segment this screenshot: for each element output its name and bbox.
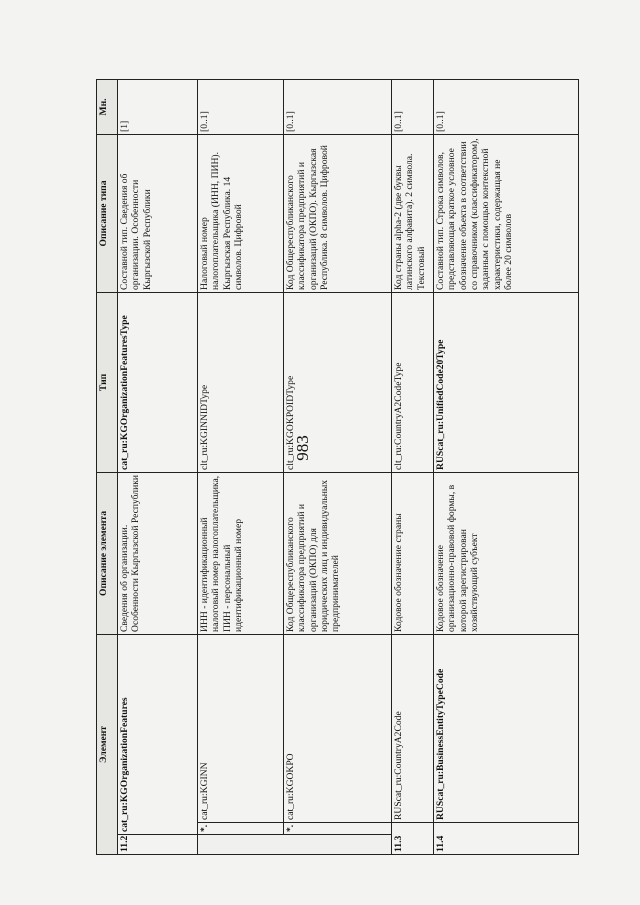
multiplicity: [0..1] <box>284 79 392 134</box>
header-element: Элемент <box>97 634 118 854</box>
element-description: Кодовое обозначение организационно-правовой формы, в которой зарегистрирован хозяйствующий субъект <box>434 472 579 634</box>
rotated-table-wrapper <box>96 80 514 855</box>
type-description: Составной тип. Строка символов, представляющая краткое условное обозначение объекта в соответствии со справочником (классификатором), заданным с помощью контекстной характеристики, содержащая не более 20 символов <box>434 134 579 292</box>
row-indent-cell <box>198 835 392 855</box>
table-row <box>392 79 434 854</box>
type-description: Налоговый номер налогоплательщика (ИНН, ПИН). Кыргызская Республика. 14 символов. Цифровой <box>198 134 284 292</box>
multiplicity: [0..1] <box>198 79 284 134</box>
type-name: clt_ru:CountryA2CodeType <box>392 292 434 472</box>
header-type: Тип <box>97 292 118 472</box>
table-row <box>198 79 284 854</box>
table-row <box>434 79 579 854</box>
multiplicity: [0..1] <box>434 79 579 134</box>
element-name: RUScat_ru:BusinessEntityTypeCode <box>434 634 579 822</box>
type-description: Составной тип. Сведения об организации. Особенности Кыргызской Республики <box>118 134 198 292</box>
element-description: Кодовое обозначение страны <box>392 472 434 634</box>
element-name: RUScat_ru:CountryA2Code <box>392 634 434 822</box>
row-number: 11.2 <box>118 835 198 855</box>
table-row <box>118 79 198 854</box>
header-row <box>97 79 118 854</box>
header-mult: Мн. <box>97 79 118 134</box>
header-type-desc: Описание типа <box>97 134 118 292</box>
type-name: RUScat_ru:UnifiedCode20Type <box>434 292 579 472</box>
element-description: ИНН - идентификационный налоговый номер налогоплательщика, ПИН - персональный идентификационный номер <box>198 472 284 634</box>
spec-table <box>96 79 579 855</box>
element-name: cat_ru:KGINN <box>198 634 284 822</box>
multiplicity: [0..1] <box>392 79 434 134</box>
element-description: Код Общереспубликанского классификатора предприятий и организаций (ОКПО) для юридических лиц и индивидуальных предпринимателей <box>284 472 392 634</box>
table-row <box>284 79 392 854</box>
page-number: 983 <box>292 435 312 461</box>
multiplicity: [1] <box>118 79 198 134</box>
type-description: Код Общереспубликанского классификатора предприятий и организаций (ОКПО). Кыргызская Республика. 8 символов. Цифровой <box>284 134 392 292</box>
element-name: cat_ru:KGOrganizationFeatures <box>118 634 198 834</box>
row-number: 11.4 <box>434 823 579 855</box>
type-name: clt_ru:KGINNIDType <box>198 292 284 472</box>
row-number: 11.3 <box>392 823 434 855</box>
row-number: *. <box>198 823 284 835</box>
header-element-desc: Описание элемента <box>97 472 118 634</box>
type-description: Код страны alpha-2 (две буквы латинского алфавита). 2 символа. Текстовый <box>392 134 434 292</box>
type-name: cat_ru:KGOrganizationFeaturesType <box>118 292 198 472</box>
element-description: Сведения об организации. Особенности Кыргызской Республики <box>118 472 198 634</box>
element-name: cat_ru:KGOKPO <box>284 634 392 822</box>
type-name: clt_ru:KGOKPOIDType <box>284 292 392 472</box>
row-number: *. <box>284 823 392 835</box>
